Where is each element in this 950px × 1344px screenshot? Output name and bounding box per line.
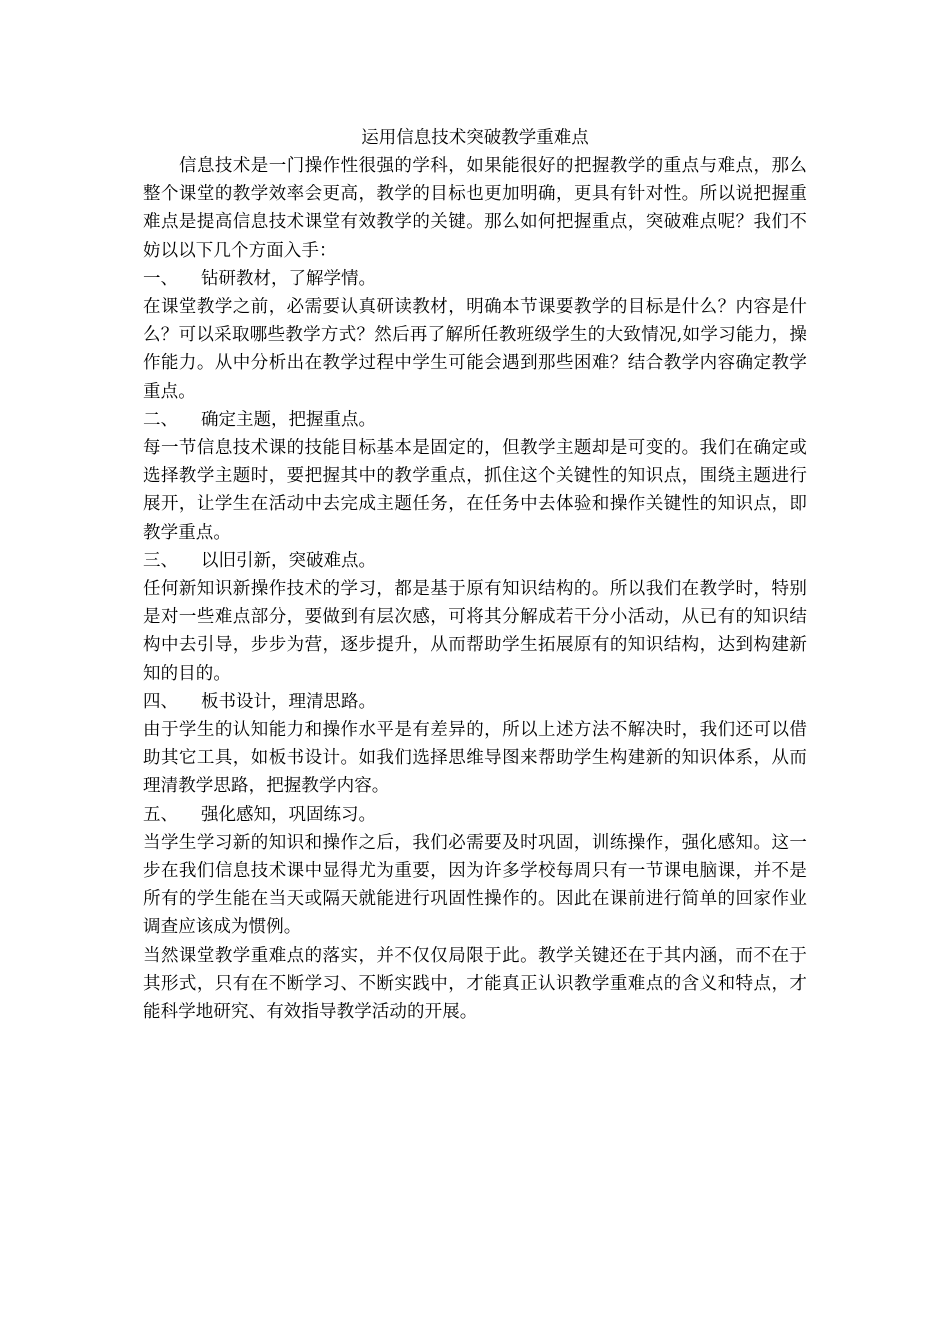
intro-paragraph: 信息技术是一门操作性很强的学科，如果能很好的把握教学的重点与难点，那么整个课堂的教学效率会更高，教学的目标也更加明确，更具有针对性。所以说把握重难点是提高信息技术课堂有效教学的关键。那么如何把握重点，突破难点呢？我们不妨以以下几个方面入手： — [143, 156, 807, 261]
section-heading-text: 板书设计，理清思路。 — [201, 691, 376, 712]
section-heading-text: 以旧引新，突破难点。 — [201, 550, 376, 571]
section-number: 二、 — [143, 409, 178, 430]
section-body-4: 由于学生的认知能力和操作水平是有差异的，所以上述方法不解决时，我们还可以借助其它工具，如板书设计。如我们选择思维导图来帮助学生构建新的知识体系，从而理清教学思路，把握教学内容。 — [143, 720, 807, 797]
document-page — [143, 124, 807, 1026]
section-number: 五、 — [143, 804, 178, 825]
section-heading-text: 强化感知，巩固练习。 — [201, 804, 376, 825]
section-heading-4 — [143, 688, 807, 716]
section-heading-5 — [143, 801, 807, 829]
section-heading-text: 钻研教材，了解学情。 — [201, 268, 376, 289]
section-body-1: 在课堂教学之前，必需要认真研读教材，明确本节课要教学的目标是什么？内容是什么？可以采取哪些教学方式？然后再了解所任教班级学生的大致情况,如学习能力，操作能力。从中分析出在教学过程中学生可能会遇到那些困难？结合教学内容确定教学重点。 — [143, 297, 807, 402]
section-number: 三、 — [143, 550, 178, 571]
document-title: 运用信息技术突破教学重难点 — [361, 128, 589, 148]
section-body-5: 当学生学习新的知识和操作之后，我们必需要及时巩固，训练操作，强化感知。这一步在我们信息技术课中显得尤为重要，因为许多学校每周只有一节课电脑课，并不是所有的学生能在当天或隔天就能进行巩固性操作的。因此在课前进行简单的回家作业调查应该成为惯例。 — [143, 832, 807, 938]
section-heading-text: 确定主题，把握重点。 — [201, 409, 376, 430]
conclusion-paragraph: 当然课堂教学重难点的落实，并不仅仅局限于此。教学关键还在于其内涵，而不在于其形式，只有在不断学习、不断实践中，才能真正认识教学重难点的含义和特点，才能科学地研究、有效指导教学活动的开展。 — [143, 945, 807, 1023]
section-heading-1 — [143, 265, 807, 293]
section-body-2: 每一节信息技术课的技能目标基本是固定的，但教学主题却是可变的。我们在确定或选择教学主题时，要把握其中的教学重点，抓住这个关键性的知识点，围绕主题进行展开，让学生在活动中去完成主题任务，在任务中去体验和操作关键性的知识点，即教学重点。 — [143, 438, 807, 543]
section-number: 一、 — [143, 268, 178, 289]
section-body-3: 任何新知识新操作技术的学习，都是基于原有知识结构的。所以我们在教学时，特别是对一些难点部分，要做到有层次感，可将其分解成若干分小活动，从已有的知识结构中去引导，步步为营，逐步提升，从而帮助学生拓展原有的知识结构，达到构建新知的目的。 — [143, 579, 807, 684]
section-heading-2 — [143, 406, 807, 434]
section-heading-3 — [143, 547, 807, 575]
section-number: 四、 — [143, 691, 178, 712]
